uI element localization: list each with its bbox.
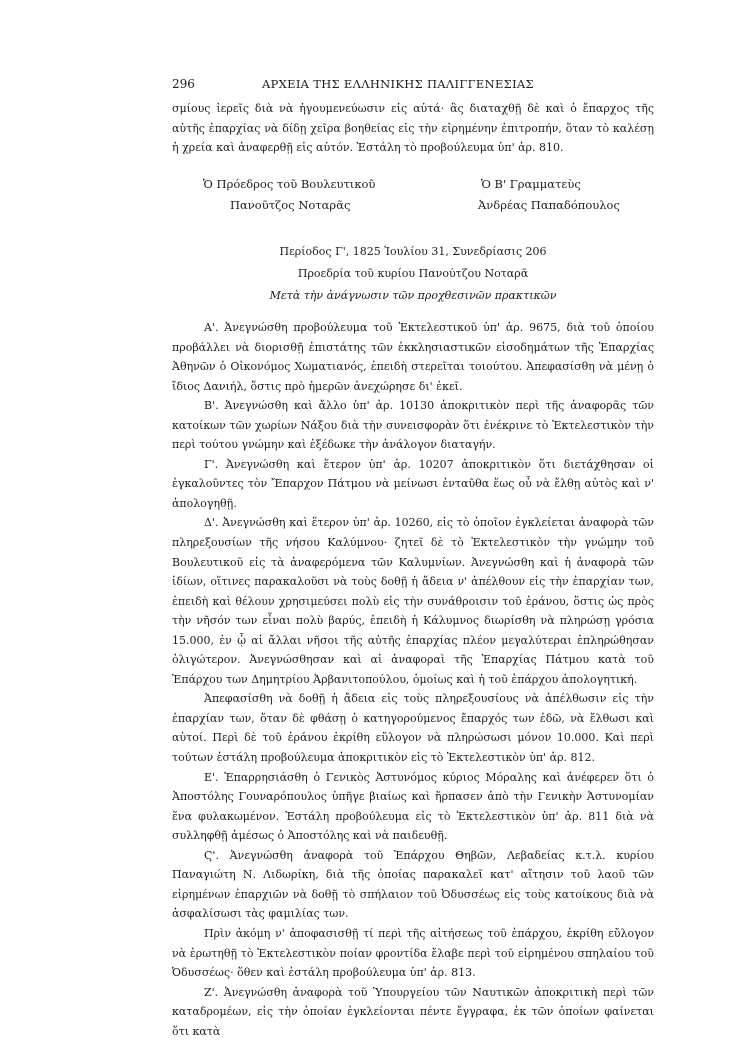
session-reading: Μετὰ τὴν ἀνάγνωσιν τῶν προχθεσινῶν πρακτικῶν [269, 289, 557, 302]
session-line: Περίοδος Γ', 1825 Ἰουλίου 31, Συνεδρίασις 206 [279, 245, 547, 258]
session-presidency: Προεδρία τοῦ κυρίου Πανούτζου Νοταρᾶ [297, 267, 529, 280]
paragraph-a: Α'. Ἀνεγνώσθη προβούλευμα τοῦ Ἐκτελεστικοῦ ὑπ' ἀρ. 9675, διὰ τοῦ ὁποίου προβάλλει νὰ διορισθῇ ἐπιστάτης τῶν ἐκκλησιαστικῶν εἰσοδημάτων τῆς Ἐπαρχίας Ἀθηνῶν ὁ Οἰκονόμος Χωματιανός, ἐπειδὴ στερεῖται τοιούτου. Ἀπεφασίσθη νὰ μένῃ ὁ ἴδιος Δανιήλ, ὅστις πρὸ ἡμερῶν ἀνεχώρησε δι' ἐκεῖ. [172, 321, 654, 393]
paragraph-f-decision: Πρὶν ἀκόμη ν' ἀποφασισθῇ τί περὶ τῆς αἰτήσεως τοῦ ἐπάρχου, ἐκρίθη εὔλογον νὰ ἐρωτηθῇ τὸ Ἐκτελεστικὸν ποίαν φροντίδα ἔλαβε περὶ τοῦ εἰρημένου σπηλαίου τοῦ Ὀδυσσέως· ὅθεν καὶ ἐστάλη προβούλευμα ὑπ' ἀρ. 813. [172, 926, 654, 980]
signature-left [203, 174, 375, 216]
paragraph-d-decision: Ἀπεφασίσθη νὰ δοθῇ ἡ ἄδεια εἰς τοὺς πληρεξουσίους νὰ ἀπέλθωσιν εἰς τὴν ἐπαρχίαν των, ὅταν δὲ φθάσῃ ὁ κατηγορούμενος ἔπαρχός των ἐδῶ, νὰ ἔλθωσι καὶ αὐτοί. Περὶ δὲ τοῦ ἐράνου ἐκρίθη εὔλογον νὰ πληρώσωσι μόνον 10.000. Καὶ περὶ τούτων ἐστάλη προβούλευμα ἀποκριτικὸν εἰς τὸ Ἐκτελεστικὸν ὑπ' ἀρ. 812. [172, 692, 654, 765]
paragraph-c: Γ'. Ἀνεγνώσθη καὶ ἕτερον ὑπ' ἀρ. 10207 ἀποκριτικὸν ὅτι διετάχθησαν οἱ ἐγκαλοῦντες τὸν Ἔπαρχον Πάτμου νὰ μείνωσι ἐνταῦθα ἕως οὗ νὰ ἔλθῃ αὐτὸς καὶ ν' ἀπολογηθῇ. [172, 457, 654, 510]
paragraph-g: Ζ'. Ἀνεγνώσθη ἀναφορὰ τοῦ Ὑπουργείου τῶν Ναυτικῶν ἀποκριτικὴ περὶ τῶν καταδρομέων, εἰς τὴν ὁποίαν ἐγκλείονται πέντε ἔγγραφα, ἐκ τῶν ὁποίων φαίνεται ὅτι κατὰ [172, 985, 654, 1038]
page-number: 296 [172, 77, 195, 91]
secretary-title: Ὁ Β' Γραμματεὺς [481, 177, 581, 191]
president-name: Πανοῦτζος Νοταρᾶς [230, 198, 351, 212]
president-title: Ὁ Πρόεδρος τοῦ Βουλευτικοῦ [203, 177, 376, 191]
signature-right [478, 174, 620, 216]
running-title: ΑΡΧΕΙΑ ΤΗΣ ΕΛΛΗΝΙΚΗΣ ΠΑΛΙΓΓΕΝΕΣΙΑΣ [262, 77, 534, 91]
minutes-body [172, 318, 654, 1041]
intro-paragraph: σμίους ἱερεῖς διὰ νὰ ἡγουμενεύωσιν εἰς αὐτά· ἂς διαταχθῇ δὲ καὶ ὁ ἔπαρχος τῆς αὐτῆς ἐπαρχίας νὰ δίδῃ χεῖρα βοηθείας εἰς τὴν εἰρημένην ἐπιτροπήν, ὅταν τὸ καλέσῃ ἡ χρεία καὶ ἀναφερθῇ εἰς αὐτόν. Ἐστάλη τὸ προβούλευμα ὑπ' ἀρ. 810. [172, 102, 654, 155]
paragraph-e: Ε'. Ἐπαρρησιάσθη ὁ Γενικὸς Ἀστυνόμος κύριος Μόραλης καὶ ἀνέφερεν ὅτι ὁ Ἀποστόλης Γουναρόπουλος ὑπῆγε βιαίως καὶ ἥρπασεν ἀπὸ τὴν Γενικὴν Ἀστυνομίαν ἕνα φυλακωμένον. Ἐστάλη προβούλευμα εἰς τὸ Ἐκτελεστικὸν ὑπ' ἀρ. 811 διὰ νὰ συλληφθῇ ἀμέσως ὁ Ἀποστόλης καὶ νὰ παιδευθῇ. [172, 770, 654, 843]
paragraph-b: Β'. Ἀνεγνώσθη καὶ ἄλλο ὑπ' ἀρ. 10130 ἀποκριτικὸν περὶ τῆς ἀναφορᾶς τῶν κατοίκων τῶν χωρίων Νάξου διὰ τὴν συνεισφορὰν ὅτι ἐνέκρινε τὸ Ἐκτελεστικὸν τὴν περὶ τούτου γνώμην καὶ ἐξέδωκε τὴν ἀνάλογον διαταγήν. [172, 399, 654, 452]
paragraph-f: Ϛ'. Ἀνεγνώσθη ἀναφορὰ τοῦ Ἐπάρχου Θηβῶν, Λεβαδείας κ.τ.λ. κυρίου Παναγιώτη Ν. Λιδωρίκη, διὰ τῆς ὁποίας παρακαλεῖ κατ' αἴτησιν τοῦ λαοῦ τῶν εἰρημένων ἐπαρχιῶν νὰ δοθῇ τὸ σπήλαιον τοῦ Ὀδυσσέως εἰς τοὺς κατοίκους διὰ νὰ ἀσφαλίσωσι τὰς φαμιλίας των. [172, 848, 654, 921]
session-header [172, 241, 654, 307]
paragraph-d: Δ'. Ἀνεγνώσθη καὶ ἕτερον ὑπ' ἀρ. 10260, εἰς τὸ ὁποῖον ἐγκλείεται ἀναφορὰ τῶν πληρεξουσίων τῆς νήσου Καλύμνου· ζητεῖ δὲ τὸ Ἐκτελεστικὸν τὴν γνώμην τοῦ Βουλευτικοῦ εἰς τὰ ἀναφερόμενα τῶν Καλυμνίων. Ἀνεγνώσθη καὶ ἡ ἀναφορὰ τῶν ἰδίων, οἵτινες παρακαλοῦσι νὰ τοὺς δοθῇ ἡ ἄδεια ν' ἀπέλθουν εἰς τὴν ἐπαρχίαν των, ἐπειδὴ καὶ θέλουν χρησιμεύσει πολὺ εἰς τὴν συνάθροισιν τοῦ ἐράνου, ὅστις ὡς πρὸς τὴν νῆσόν των εἶναι πολὺ βαρύς, ἐπειδὴ ἡ Κάλυμνος διωρίσθη νὰ πληρώσῃ γρόσια 15.000, ἐν ᾧ αἱ ἄλλαι νῆσοι τῆς αὐτῆς ἐπαρχίας πλέον μεγαλύτεραι ἐπληρώθησαν ὀλιγώτερον. Ἀνεγνώσθησαν καὶ αἱ ἀναφοραὶ τῆς Ἐπαρχίας Πάτμου κατὰ τοῦ Ἐπάρχου των Δημητρίου Ἀρβανιτοπούλου, ὁμοίως καὶ ἡ τοῦ ἐπάρχου ἀπολογητική. [172, 516, 654, 686]
intro-paragraph-block [172, 99, 654, 158]
secretary-name: Ἀνδρέας Παπαδόπουλος [478, 198, 620, 212]
